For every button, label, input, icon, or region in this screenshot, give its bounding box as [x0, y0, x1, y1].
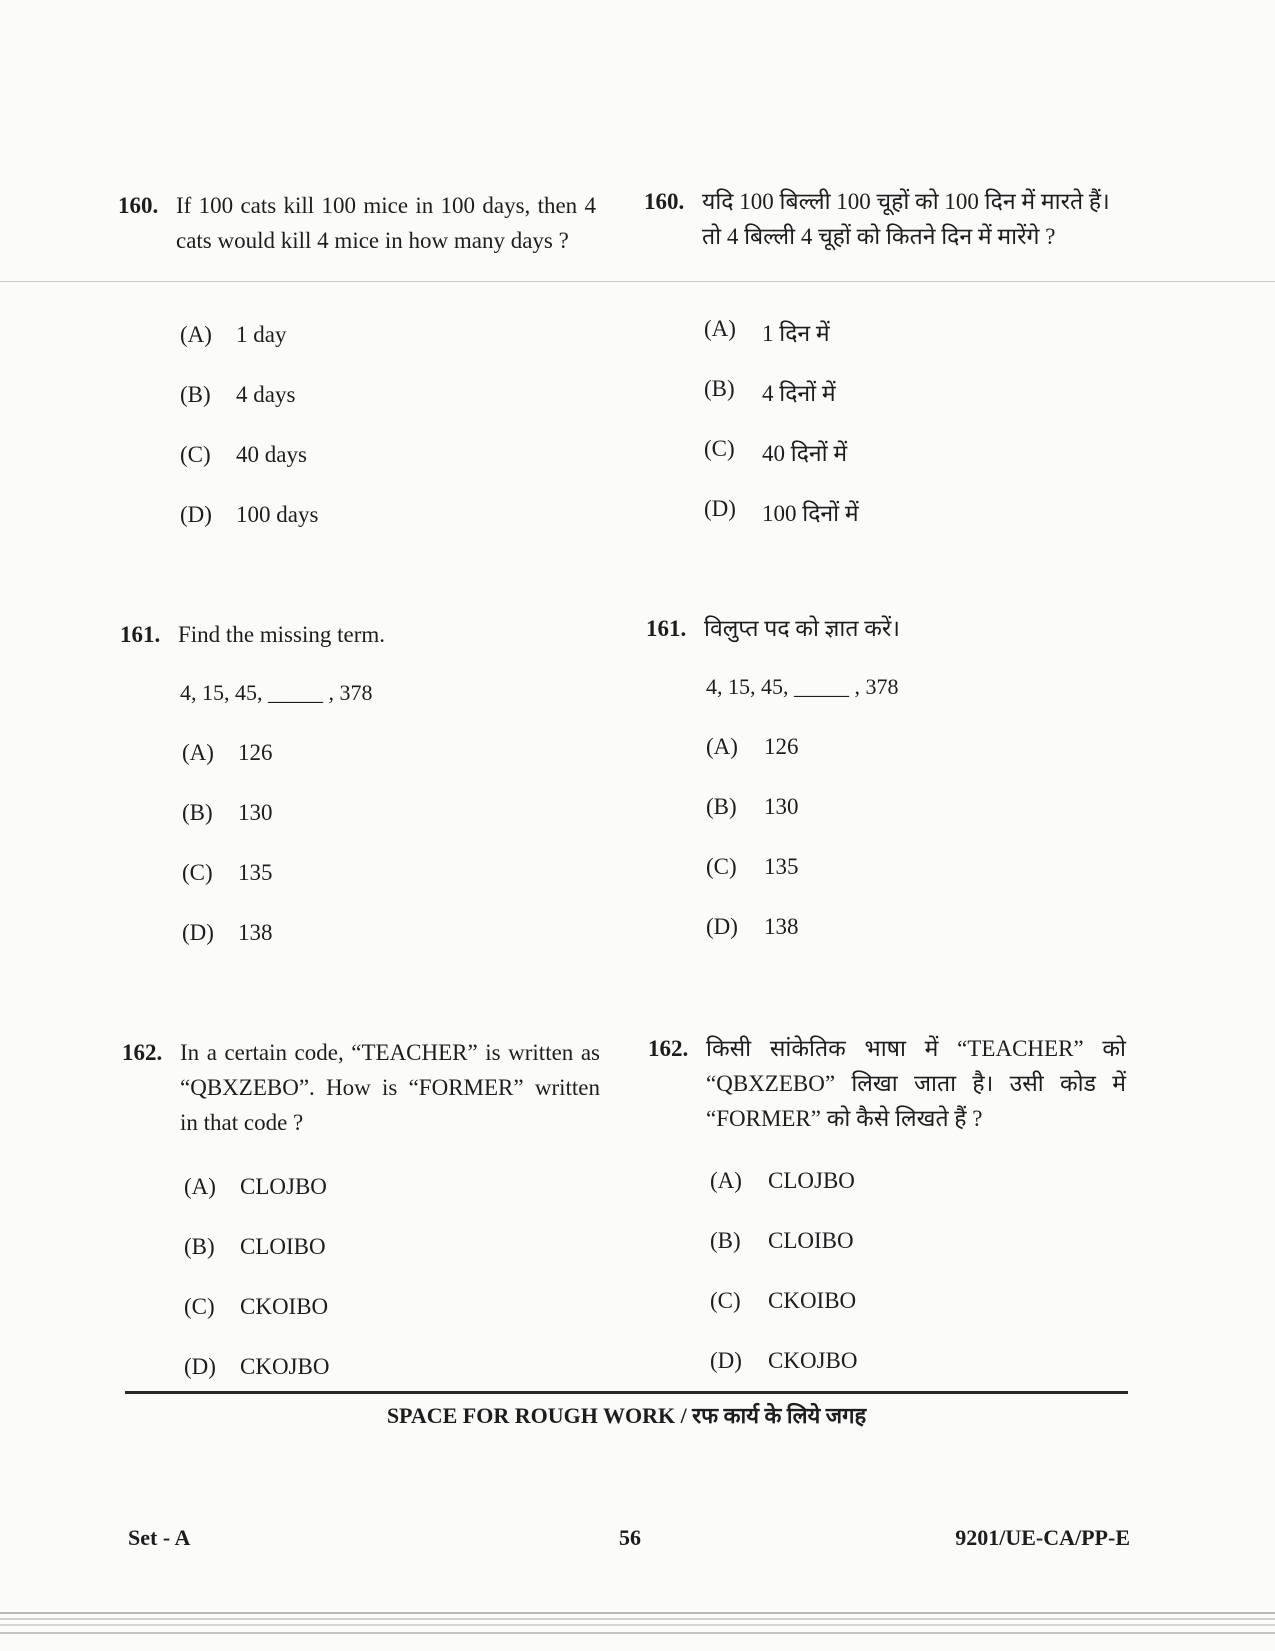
option-label: (C) — [704, 436, 735, 461]
option-value: CKOIBO — [240, 1294, 329, 1319]
question-text: If 100 cats kill 100 mice in 100 days, then 4 cats would kill 4 mice in how many days ? — [176, 193, 596, 253]
option-label: (A) — [182, 740, 214, 765]
paper-code: 9201/UE-CA/PP-E — [955, 1525, 1130, 1550]
option-label: (B) — [182, 800, 213, 825]
option-label: (D) — [704, 496, 736, 521]
question-text: किसी सांकेतिक भाषा में “TEACHER” को “QBXZEBO” लिखा जाता है। उसी कोड में “FORMER” को कैसे लिखते हैं ? — [706, 1036, 1126, 1131]
option-value: 138 — [238, 920, 273, 945]
option-label: (A) — [706, 734, 738, 759]
option-value: 126 — [764, 734, 799, 759]
option-value: 1 day — [236, 322, 287, 347]
number-series: 4, 15, 45, _____ , 378 — [180, 680, 373, 705]
option-label: (B) — [184, 1234, 215, 1259]
option-value: 135 — [238, 860, 273, 885]
scan-edge-line — [0, 1624, 1275, 1626]
option-label: (D) — [182, 920, 214, 945]
option-value: 1 दिन में — [762, 321, 830, 346]
option-label: (C) — [706, 854, 737, 879]
scan-edge-line — [0, 1612, 1275, 1614]
rough-work-caption: SPACE FOR ROUGH WORK / रफ कार्य के लिये जगह — [386, 1403, 867, 1428]
option-value: 130 — [238, 800, 273, 825]
rough-work-divider — [125, 1391, 1128, 1394]
option-label: (C) — [184, 1294, 215, 1319]
option-label: (D) — [180, 502, 212, 527]
question-number: 160. — [644, 189, 685, 214]
footer-set: Set - A — [128, 1525, 191, 1550]
option-label: (D) — [706, 914, 738, 939]
question-text: In a certain code, “TEACHER” is written as “QBXZEBO”. How is “FORMER” written in that code ? — [180, 1040, 600, 1135]
option-label: (C) — [182, 860, 213, 885]
question-number: 161. — [646, 616, 687, 641]
question-number: 161. — [120, 622, 161, 647]
question-number: 160. — [118, 193, 159, 218]
option-label: (D) — [710, 1348, 742, 1373]
option-value: CLOJBO — [768, 1168, 855, 1193]
option-value: CKOJBO — [240, 1354, 330, 1379]
question-text: विलुप्त पद को ज्ञात करें। — [704, 616, 901, 641]
option-label: (B) — [704, 376, 735, 401]
option-label: (A) — [184, 1174, 216, 1199]
option-value: 40 दिनों में — [762, 441, 848, 466]
option-label: (C) — [710, 1288, 741, 1313]
option-label: (A) — [710, 1168, 742, 1193]
option-label: (B) — [180, 382, 211, 407]
question-text: Find the missing term. — [178, 622, 385, 647]
option-value: CKOJBO — [768, 1348, 858, 1373]
question-text: यदि 100 बिल्ली 100 चूहों को 100 दिन में मारते हैं। तो 4 बिल्ली 4 चूहों को कितने दिन में मारेंगे ? — [702, 189, 1110, 249]
option-value: 100 दिनों में — [762, 501, 859, 526]
option-value: CKOIBO — [768, 1288, 857, 1313]
option-value: 135 — [764, 854, 799, 879]
option-label: (C) — [180, 442, 211, 467]
page-number: 56 — [619, 1525, 641, 1550]
scan-edge-line — [0, 1632, 1275, 1634]
option-label: (B) — [706, 794, 737, 819]
option-label: (A) — [180, 322, 212, 347]
question-number: 162. — [648, 1036, 689, 1061]
option-value: 4 days — [236, 382, 296, 407]
scan-line — [0, 281, 1275, 282]
scan-edge-line — [0, 1618, 1275, 1620]
number-series: 4, 15, 45, _____ , 378 — [706, 674, 899, 699]
option-label: (B) — [710, 1228, 741, 1253]
option-label: (A) — [704, 316, 736, 341]
option-value: 130 — [764, 794, 799, 819]
option-value: CLOIBO — [240, 1234, 326, 1259]
option-value: CLOJBO — [240, 1174, 327, 1199]
option-value: 40 days — [236, 442, 307, 467]
option-value: 4 दिनों में — [762, 381, 836, 406]
option-value: 138 — [764, 914, 799, 939]
option-value: CLOIBO — [768, 1228, 854, 1253]
option-value: 126 — [238, 740, 273, 765]
question-number: 162. — [122, 1040, 163, 1065]
option-label: (D) — [184, 1354, 216, 1379]
option-value: 100 days — [236, 502, 319, 527]
